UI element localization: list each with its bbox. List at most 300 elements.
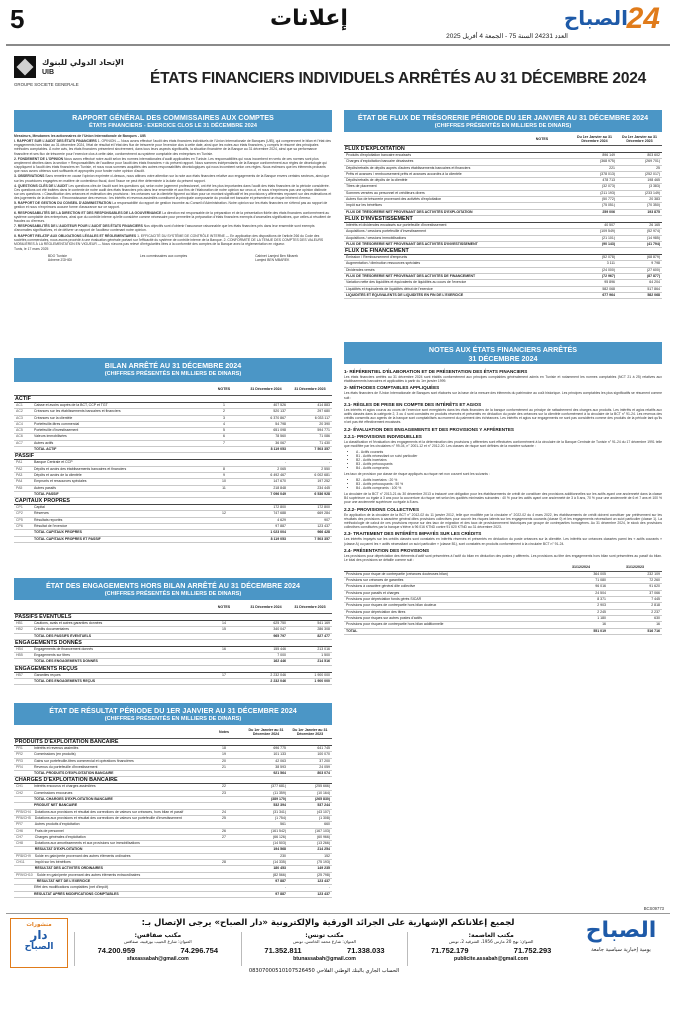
row-label: Provisions sur créances de garanties [344,578,554,584]
row-code: HB5 [14,653,32,659]
provisions-table [344,572,662,635]
row-note: 14 [204,621,244,627]
row-note [204,878,244,884]
row-value-2024: 2 245 [554,609,608,615]
row-value-2023: 123 437 [288,524,332,530]
bilan-capitaux-table [14,505,332,543]
row-code: CP2 [14,511,32,517]
report-section [14,211,332,223]
auditor-1-firm: BDO Tunisie [47,254,67,259]
auditor-2-person: Lamjed BEN MBAREK [255,258,290,263]
row-code: PR9/CH10 [16,872,33,877]
row-label: Commissions encourues [32,790,204,796]
row-code: PR5/CH4 [16,809,31,814]
row-label: TOTAL PASSIF [32,491,204,497]
report-section-heading: II. RAPPORT RELATIF AUX OBLIGATIONS LÉGALES ET RÉGLEMENTAIRES [14,233,138,238]
row-code: PA5 [14,485,32,491]
row-label: Créances sur la clientèle [32,415,204,421]
row-label: TOTAL PRODUITS D'EXPLOITATION BANCAIRE [32,771,204,777]
bilan-col-notes: NOTES [217,387,231,391]
row-code: AC3 [14,415,32,421]
row-code [14,803,32,809]
row-value-2023: 16 [608,622,662,628]
row-note [204,866,244,872]
row-label: Engagements sur titres [32,653,204,659]
note-2-2-2-heading: 2.2.2- PROVISIONS COLLECTIVES [344,506,420,512]
flux-columns [344,133,662,146]
row-note: 18 [204,746,244,752]
row-value-2024: (21 101) [572,235,617,241]
bilan-actif-table [14,403,332,453]
report-section-heading: 5. RAPPORT DE GESTION DU CONSEIL D'ADMINISTRATION [14,201,113,206]
resultat-col-2023: Du 1er Janvier au 31 Décembre 2023 [292,728,328,736]
auditor-2-firm: Cabinet Lamjed Ben Mbarek [255,254,299,259]
row-code [14,447,32,453]
offices [74,932,574,966]
row-value-2024: 42 063 [244,758,288,764]
total-row [14,803,332,809]
notes-title: NOTES AUX ÉTATS FINANCIERS ARRÊTÉS [428,345,578,354]
provisions-columns [344,564,662,572]
bilan-capitaux-label: CAPITAUX PROPRES [14,498,332,505]
row-note: 8 [204,466,244,472]
row-value-2023: 541 169 [288,621,332,627]
row-value-2023: 827 477 [288,633,332,639]
row-value-2024: 38 593 [244,764,288,770]
row-value-2023: 193 875 [617,209,662,215]
row-label: Intérêts et dividendes encaissés sur portefeuille d'investissement [344,223,572,229]
row-code: HB1 [14,621,32,627]
row-label: Autres passifs [32,485,204,491]
brand-number: 24 [626,2,660,35]
row-code: CH7 [14,834,33,840]
report-sections [14,139,332,246]
notes-body [344,367,662,905]
row-note [204,679,244,685]
office-block [241,932,408,966]
row-code [14,771,32,777]
row-value-2023: 20 390 [288,421,332,427]
report-section [14,139,332,155]
row-label: Acquisitions / cessions immobilisations [344,235,572,241]
resultat-table [14,746,332,777]
report-section-heading: I. RAPPORT SUR L'AUDIT DES ÉTATS FINANCIERS [14,139,98,144]
row-note [204,803,244,809]
bank-name-ar: الإتحاد الدولي للبنوك [42,58,124,67]
row-value-2024: 194 568 [244,847,288,853]
row-value-2024: 221 [572,165,617,171]
note-2-2-1-heading: 2.2.1- PROVISIONS INDIVIDUELLES [344,433,422,439]
row-value-2024: 921 564 [244,771,288,777]
row-code: CH2 [14,790,32,796]
hors-bilan-group-title: ENGAGEMENTS DONNÉS [14,640,332,647]
row-label: Dépôts et avoirs des établissements bancaires et financiers [32,466,204,472]
row-value-2024: 8 119 053 [244,447,288,453]
note-2-4-text: Les provisions pour dépréciation des éléments d'actif sont présentées à l'actif du bilan en déduction des postes y afférents. Les provisions au titre des engagements hors bilan sont présentées au passif du bilan. Le total des provisions se détaille comme suit : [344,553,662,563]
report-addressee: Messieurs, Mesdames les actionnaires de l'Union Internationale de Banques - UIB [14,134,146,138]
resultat-col-notes: Notes [219,730,229,734]
row-value-2024: 4 629 [244,517,288,523]
office-name: مكتب صفاقس: [134,932,182,939]
table-row [14,810,332,816]
row-note [204,536,244,542]
row-note: 26 [204,828,244,834]
resultat-subtitle: (CHIFFRES PRÉSENTÉS EN MILLIERS DE DINARS) [104,716,242,722]
row-value-2023: 234 445 [288,485,332,491]
flux-table-wrap [344,133,662,339]
row-value-2023: 71 430 [288,440,332,446]
provisions-col-2023: 31/12/2023 [626,565,644,570]
flux-title: ÉTAT DE FLUX DE TRÉSORERIE PÉRIODE DU 1ER JANVIER AU 31 DÉCEMBRE 2024 [357,113,649,122]
row-code [14,891,32,897]
row-label: Frais de personnel [33,828,204,834]
row-value-2023: 24 059 [288,764,332,770]
row-note: 1 [204,403,244,409]
hors-bilan-group-title: PASSIFS ÉVENTUELS [14,614,332,621]
row-value-2023: (1 308) [288,815,332,821]
bilan-header [14,358,332,382]
row-label: Emprunts et ressources spéciales [32,479,204,485]
resultat-table [14,873,332,886]
row-value-2024: 696 775 [244,746,288,752]
flux-body [344,146,662,299]
row-value-2023: 966 428 [288,530,332,536]
hors-bilan-table-wrap [14,601,332,701]
newspaper-logo [563,2,668,38]
note-1-text: Les états financiers arrêtés au 31 décembre 2024 sont établis conformément aux principes comptables généralement admis en Tunisie et notamment les normes comptables (NCT 21 à 25) relatives aux établissements bancaires et applicables à partir du 1er janvier 1999. [344,375,662,384]
office-phones [242,946,408,955]
office-name: مكتب تونس: [305,932,344,939]
note-2-heading: 2- MÉTHODES COMPTABLES APPLIQUÉES [344,385,440,391]
office-phone: 71.752.179 [430,946,469,955]
row-value-2023: 100 070 [288,752,332,758]
bilan-col-2023: 31 Décembre 2023 [294,387,326,391]
row-note: 19 [204,752,244,758]
row-label: TOTAL DES ENGAGEMENTS REÇUS [32,679,204,685]
assabah-footer-logo [574,918,668,970]
hors-bilan-col-notes: NOTES [217,605,231,609]
row-label: Acquisitions / cessions portefeuille d'investissement [344,229,572,235]
hors-bilan-title: ÉTAT DES ENGAGEMENTS HORS BILAN ARRÊTÉ AU 31 DÉCEMBRE 2024 [46,581,300,590]
row-note [204,797,244,803]
row-value-2024: (109 549) [572,229,617,235]
row-label: Capital [32,505,204,511]
flux-subtitle: (CHIFFRES PRÉSENTÉS EN MILLIERS DE DINARS) [434,123,572,129]
row-label: TOTAL CHARGES D'EXPLOITATION BANCAIRE [32,797,204,803]
row-value-2023: 660 [288,822,332,828]
provision-rates-list [344,478,662,491]
row-note: 17 [204,673,244,679]
row-value-2024: (11 359) [244,790,288,796]
bilan-passif-label: PASSIF [14,453,332,460]
report-section [14,157,332,173]
row-value-2024: 95 896 [572,280,617,286]
note-2-2-1-text: La classification et l'évaluation des engagements et la détermination des provisions y afférentes sont effectuées conformément à la circulaire de la Banque Centrale de Tunisie n° 91-24 du 17 décembre 1991 telle que modifiée par les circulaires n° 99-04, n° 2001-12 et n° 2012-20. Les classes de risque sont définies de la manière suivante : [344,439,662,448]
row-label: RÉSULTAT NET DE L'EXERCICE [35,878,204,884]
row-value-2024: 965 797 [244,633,288,639]
flux-col-2023: Du 1er Janvier au 31 Décembre 2023 [622,135,657,143]
row-value-2024: 625 750 [244,621,288,627]
note-2-3-heading: 2.3- TRAITEMENT DES INTÉRÊTS IMPAYÉS SUR LES CRÉDITS [344,531,482,537]
row-value-2023: (252 017) [617,171,662,177]
row-label: Solde en gain/perte provenant des autres éléments ordinaires [33,854,204,860]
row-value-2023: (25 798) [288,873,332,879]
report-section [14,224,332,232]
row-value-2024: (32 073) [572,184,617,190]
office-phone: 71.352.811 [264,946,302,955]
row-note: 20 [204,758,244,764]
row-value-2024: - [244,885,288,891]
row-value-2024: 180 453 [244,866,288,872]
flux-closing-table [344,280,662,299]
row-value-2024: 97 887 [244,891,288,897]
row-value-2023: (3 383) [617,184,662,190]
row-value-2024: 147 670 [244,479,288,485]
row-note: 24 [204,810,244,816]
row-note: 28 [204,860,244,866]
row-value-2023: 516 716 [608,628,662,634]
row-value-2023: (60 966) [288,834,332,840]
total-row [14,633,332,639]
row-value-2024: (66 126) [244,834,288,840]
row-label: PRODUIT NET BANCAIRE [32,803,204,809]
hors-bilan-col-2024: 31 Décembre 2024 [250,605,282,609]
row-code: CH1 [14,784,32,790]
note-2-1-heading: 2.1- RÈGLES DE PRISE EN COMPTE DES INTÉRÊTS ET AGIOS [344,401,482,407]
row-value-2024: 2 232 046 [244,673,288,679]
note-2-2-1-text-2: Les taux de provision par classe de risque appliqués au risque net non couvert sont les suivants : [344,472,490,477]
row-value-2024: 582 068 [572,286,617,292]
row-value-2023: 72 260 [608,578,662,584]
row-code: AC7 [14,440,32,446]
row-value-2023: (10 164) [288,790,332,796]
office-name: مكتب العاصمة: [468,932,514,939]
row-value-2024: 520 137 [244,409,288,415]
row-label: Charges générales d'exploitation [33,834,204,840]
note-2-1-text: Les intérêts et agios courus au cours de l'exercice sont enregistrés dans les états financiers de la banque conformément au principe de rattachement des charges aux produits. Les intérêts et agios relatifs aux actifs classés dans la catégorie 2, 3 ou 4 sont constatés en produits réservés et présentés en déduction du poste des créances sur la clientèle conformément à la circulaire de la BCT n° 91-24. Les revenus des crédits consentis aux agents de la banque sont comptabilisés au moment du paiement des échéances. Les intérêts et agios sur engagements ne sont pas considérés comme des produits de la période tant qu'ils n'ont pas été effectivement encaissés. [344,407,662,425]
row-value-2023: 2 237 [608,609,662,615]
row-label: Provisions pour dépréciation des titres [344,609,554,615]
bank-logo-icon [14,56,36,78]
row-code: HB7 [14,673,32,679]
row-note [204,633,244,639]
ad-reference: BCS09773 [643,906,664,911]
row-value-2023: 2 818 [608,603,662,609]
row-label: Provisions pour risques sur autres postes d'actifs [344,615,554,621]
report-section-heading: 2. FONDEMENT DE L'OPINION [14,156,64,161]
flux-group-title: FLUX D'INVESTISSEMENT [344,216,662,223]
signature-label: Les commissaires aux comptes [139,254,188,259]
row-note: 25 [204,815,244,821]
report-header [14,110,332,132]
office-email: publicite.assabah@gmail.com [454,956,529,962]
flux-group-title: FLUX DE FINANCEMENT [344,248,662,255]
office-phones [408,946,574,955]
row-label: Autres produits d'exploitation [33,822,204,828]
row-code: PR1 [14,746,32,752]
row-value-2023: 232 109 [608,572,662,578]
row-code: PA3 [14,472,32,478]
hors-bilan-group-table [14,673,332,686]
row-value-2023: 37 200 [288,758,332,764]
row-label: Dépôts et avoirs de la clientèle [32,472,204,478]
row-code: AC6 [14,434,32,440]
row-label: Réserves [32,511,204,517]
row-value-2024: 651 098 [244,428,288,434]
row-label: Banque Centrale et CCP [32,460,204,466]
report-section [14,234,332,246]
resultat-title: ÉTAT DE RÉSULTAT PÉRIODE DU 1ER JANVIER AU 31 DÉCEMBRE 2024 [49,706,297,715]
hors-bilan-groups [14,614,332,685]
row-label: Produits d'exploitation bancaire encaissés [344,153,572,159]
row-label: Prêts et avances / remboursement prêts et avances accordés à la clientèle [344,171,572,177]
row-note: 12 [204,511,244,517]
row-value-2023: (269 701) [617,159,662,165]
row-code [14,679,32,685]
row-code: CH6 [14,828,33,834]
resultat-group-title: CHARGES D'EXPLOITATION BANCAIRE [14,777,332,784]
row-note: 6 [204,434,244,440]
row-code [14,659,32,665]
row-value-2024: (50 772) [572,197,617,203]
office-address: العنوان: شارع محمد الخامس، تونس [293,939,356,944]
row-value-2023: (68 879) [617,255,662,261]
flux-col-2024: Du 1er Janvier au 31 Décembre 2024 [577,135,612,143]
row-value-2024: 6 492 467 [244,472,288,478]
resultat-table [14,854,332,873]
row-value-2023: 537 244 [288,803,332,809]
report-subtitle: ÉTATS FINANCIERS - EXERCICE CLOS LE 31 DÉCEMBRE 2024 [89,123,257,129]
row-label: Provisions pour dépréciation fonds gérés SICAR [344,597,554,603]
row-code: PA1 [14,460,32,466]
hors-bilan-columns [14,601,332,614]
row-label: Dividendes versés [344,267,572,273]
note-2-2-2-text: En application de la circulaire de la BCT n° 2012-02 du 11 janvier 2012, telle que modifiée par la circulaire n° 2022-02 du 4 mars 2022, les établissements de crédit doivent constituer par prélèvement sur les résultats des provisions à caractère général dites provisions collectives pour couvrir les risques latents sur les engagements courants (classe 0) et les engagements nécessitant un suivi particulier (classe 1). La méthodologie de calcul de ces provisions repose sur des taux de migration et des taux de provisionnement historiques par groupe de contreparties homogènes. Au 31 décembre 2024, le stock des provisions collectives constituées par la banque s'élève à 96 016 KTND contre 91 620 KTND au 31 décembre 2023. [344,512,662,530]
row-value-2023: 7 445 [608,597,662,603]
page-number: 5 [10,4,25,34]
row-value-2023: 517 864 [617,286,662,292]
row-value-2024: (82 566) [244,873,288,879]
row-value-2024: (1 754) [244,815,288,821]
brand-name: الصباح [563,6,628,30]
row-value-2024: 172 800 [244,505,288,511]
row-value-2024: 340 047 [244,627,288,633]
risk-class-item: • B2 - Actifs incertains [356,458,662,462]
row-note [204,447,244,453]
row-value-2023: 213 016 [288,647,332,653]
row-value-2024: 532 394 [244,803,288,809]
row-value-2024: 96 016 [554,584,608,590]
footer-tagline: يومية إخبارية سياسية جامعة [591,947,651,953]
row-value-2024: 8 371 [554,597,608,603]
row-value-2023: 198 465 [617,178,662,184]
row-value-2024: 896 149 [572,153,617,159]
row-code: CP5 [14,517,32,523]
row-value-2024: 478 713 [572,178,617,184]
total-row [344,274,662,280]
row-value-2023: 1 900 000 [288,679,332,685]
row-value-2024: - [244,460,288,466]
row-label: Provisions pour risque de contrepartie (créances douteuses bilan) [344,572,554,578]
row-value-2023: 214 516 [288,659,332,665]
total-row [14,866,332,872]
note-2-text: Les états financiers de l'Union Internationale de Banques sont élaborés sur la base de la mesure des éléments du patrimoine au coût historique. Les principes comptables les plus significatifs se résument comme suit : [344,391,662,400]
provision-rate-item: • B2 - Actifs incertains : 20 % [356,478,662,482]
report-section-heading: 4. QUESTIONS CLÉS DE L'AUDIT [14,183,69,188]
hors-bilan-group-table [14,621,332,640]
row-value-2023: (233 149) [617,190,662,196]
masthead [0,0,676,44]
row-label: Intérêts et revenus assimilés [32,746,204,752]
report-section-text: La responsabilité du rapport de gestion incombe au Conseil d'Administration. Notre opinion sur les états financiers ne s'étend pas au rapport de gestion et nous n'exprimons aucune forme d'assurance sur ce rapport. [14,201,328,210]
row-value-2023: 214 254 [288,847,332,853]
row-label: TOTAL DES ENGAGEMENTS DONNÉS [32,659,204,665]
row-code [14,633,32,639]
row-value-2023: 803 074 [288,771,332,777]
provision-rate-item: • B4 - Actifs compromis : 100 % [356,486,662,490]
row-value-2023: 123 437 [288,891,332,897]
row-code: CP6 [14,524,32,530]
row-note [204,491,244,497]
row-note: 11 [204,485,244,491]
row-value-2024: (368 975) [572,159,617,165]
row-value-2024: 1 180 [554,615,608,621]
report-section [14,184,332,200]
row-label: FLUX DE TRÉSORERIE NET PROVENANT DES ACTIVITÉS D'INVESTISSEMENT [344,241,572,247]
row-label: Engagements de financement donnés [32,647,204,653]
row-label: Variation nette des liquidités et équivalents de liquidités au cours de l'exercice [344,280,572,286]
total-row [344,628,662,634]
resultat-header [14,703,332,725]
row-label: Portefeuille d'investissement [32,428,204,434]
row-label: TOTAL DES PASSIFS ÉVENTUELS [32,633,204,639]
row-value-2024: 6 370 867 [244,415,288,421]
row-note: 22 [204,784,244,790]
publisher-label: منشورات [26,922,52,928]
row-code: CH11 [14,860,33,866]
report-section-text: Sans remettre en cause l'opinion exprimée ci-dessus, nous attirons votre attention sur la note aux états financiers relative aux engagements de la Banque envers certains secteurs, ainsi que sur les procédures engagées en matière de contentieux fiscal, dont l'issue ne peut être déterminée à la date du présent rapport. [14,174,330,183]
row-value-2023: 91 620 [608,584,662,590]
row-label: RÉSULTAT DES ACTIVITÉS ORDINAIRES [33,866,204,872]
row-note [204,891,244,897]
signature-1 [48,254,72,262]
row-code: CP1 [14,505,32,511]
row-note: 27 [204,834,244,840]
row-value-2024: 364 005 [554,572,608,578]
row-label: Intérêts encourus et charges assimilées [32,784,204,790]
row-label: Provisions pour passifs et charges [344,590,554,596]
total-row [344,241,662,247]
row-code: PR8/CH9 [16,853,31,858]
bilan-columns [14,383,332,396]
row-value-2024: 259 006 [572,209,617,215]
row-value-2024: 16 [554,622,608,628]
total-row [14,891,332,897]
masthead-divider [6,44,670,46]
row-label: Effet des modifications comptables (net d'impôt) [32,885,204,891]
row-value-2024: 71 080 [554,578,608,584]
notes-title-2: 31 DÉCEMBRE 2024 [468,354,538,363]
publisher-name-2: الصباح [24,942,54,952]
row-label: Impôt sur les bénéfices [33,860,204,866]
row-value-2024: 230 [244,854,288,860]
provision-rate-item: • B3 - Actifs préoccupants : 50 % [356,482,662,486]
resultat-body [14,739,332,898]
row-value-2024: 24 504 [554,590,608,596]
risk-class-item: • B1 - Actifs nécessitant un suivi particulier [356,454,662,458]
total-row [14,536,332,542]
row-value-2024: 155 446 [244,647,288,653]
